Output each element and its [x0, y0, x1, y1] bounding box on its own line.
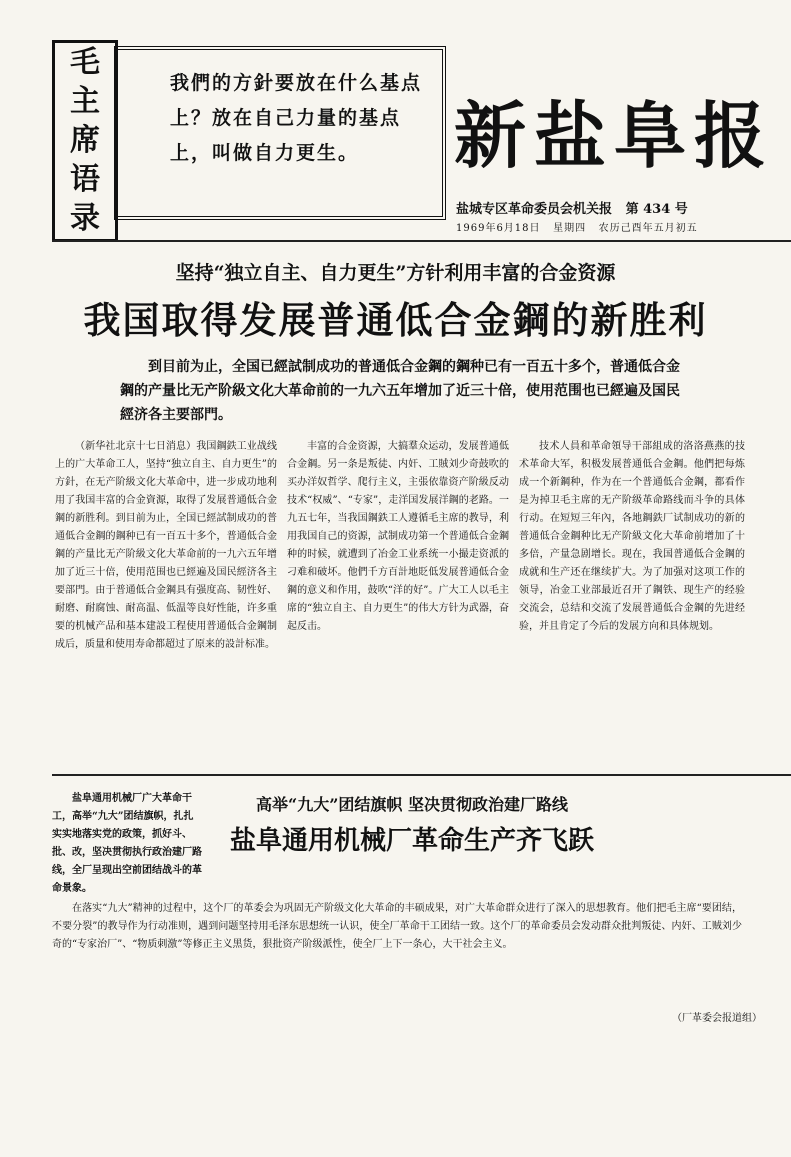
- publisher-line: [456, 198, 688, 217]
- lead-summary: 到目前为止，全国已經試制成功的普通低合金鋼的鋼种已有一百五十多个，普通低合金鋼的产量比无产阶級文化大革命前的一九六五年增加了近三十倍，使用范围也已經遍及国民經济各主要部門。: [120, 359, 680, 423]
- bottom-intro: 盐阜通用机械厂广大革命干工，高举“九大”团结旗帜，扎扎实实地落实党的政策，抓好斗、批、改，坚决贯彻执行政治建厂路线，全厂呈现出空前团结战斗的革命景象。: [52, 793, 202, 894]
- chairman-quote: 我們的方針要放在什么基点上？放在自己力量的基点上，叫做自力更生。: [114, 46, 446, 220]
- newspaper-title: 新盐阜报: [454, 94, 775, 178]
- byline: （厂革委会报道组）: [672, 1013, 762, 1024]
- lead-kicker: 坚持“独立自主、自力更生”方针利用丰富的合金资源: [175, 262, 616, 284]
- quotation-label-char: 主: [70, 83, 100, 119]
- issue-date: 1969年6月18日: [456, 223, 541, 234]
- lead-column: [287, 438, 509, 768]
- lead-column: [55, 438, 277, 768]
- bottom-kicker: 高举“九大”团结旗帜 坚决贯彻政治建厂路线: [256, 795, 568, 814]
- masthead-divider: [52, 240, 791, 242]
- column-text: 在落实“九大”精神的过程中，这个厂的革委会为巩固无产阶级文化大革命的丰硕成果，对广大革命群众进行了深入的思想教育。他们把毛主席“要团结，不要分裂”的教导作为行动准则，遇到问题坚持用毛泽东思想统一认识，使全厂革命干工团结一致。这个厂的革命委员会发动群众批判叛徒、内奸、工贼刘少奇的“专家治厂”、“物质刺激”等修正主义黑货，狠批资产阶级派性，使全厂上下一条心，大干社会主义。: [52, 903, 742, 950]
- quotation-label-char: 语: [70, 162, 100, 198]
- masthead: [52, 38, 791, 238]
- lead-headline: 我国取得发展普通低合金鋼的新胜利: [83, 299, 708, 342]
- weekday: 星期四: [553, 223, 587, 234]
- lunar-date: 农历己酉年五月初五: [598, 223, 698, 234]
- column-text: 技术人員和革命領导干部組成的洛洛燕燕的技术革命大军，积极发展普通低合金鋼。他們把每炼成一个新鋼种，作为在一个普通低合金鋼，都看作是为掉卫毛主席的无产阶级革命路线而斗争的具体行动。在短短三年內，各地鋼鉄厂试制成功的新的普通低合金鋼种比无产阶級文化大革命前增加了十多倍，产量急剧增长。现在，我国普通低合金鋼的成就和生产还在继续扩大。为了加强对这项工作的领导，冶金工业部最近召开了鋼铁、现生产的经验交流会，总结和交流了发展普通低合金鋼的先进经验，并且肯定了今后的发展方向和具体规划。: [519, 441, 745, 632]
- quotation-label-box: [52, 40, 118, 242]
- bottom-story: [52, 780, 791, 1090]
- date-line: [456, 219, 698, 234]
- publisher: 盐城专区革命委员会机关报: [456, 202, 613, 217]
- quotation-label-char: 席: [70, 122, 100, 158]
- bottom-body: [52, 900, 742, 1070]
- column-text: 丰富的合金资源，大搞羣众运动，发展普通低合金鋼。另一条是叛徒、内奸、工賊刘少奇鼓吹的买办洋奴哲学、爬行主义，主張依靠资产阶級反动技术“权威”、“专家”，走洋国发展洋鋼的老路。一九五七年，当我国鋼鉄工人遵循毛主席的教导，利用我国自己的资源，試制成功第一个普通低合金鋼种的时候，就遭到了冶金工业系统一小撮走资派的刁难和破坏。他們千方百計地貶低发展普通低合金鋼的意义和作用，鼓吹“洋的好”。广大工人以毛主席的“独立自主、自力更生”的伟大方针为武器，奋起反击。: [287, 441, 509, 632]
- issue-number: 第 434 号: [625, 202, 688, 217]
- quotation-label-char: 毛: [70, 44, 100, 80]
- column-text: （新华社北京十七日消息）我国鋼鉄工业战线上的广大革命工人，坚持“独立自主、自力更生”的方針，在无产阶級文化大革命中，进一步成功地利用了我国丰富的合金資源，取得了发展普通低合金鋼的新胜利。到目前为止，全国已經試制成功的普通低合金鋼的鋼种已有一百五十多个，普通低合金鋼的产量比无产阶級文化大革命前的一九六五年增加了近三十倍，使用范围也已經遍及国民經济各主要部門。由于普通低合金鋼具有强度高、韧性好、耐磨、耐腐蚀、耐高温、低温等良好性能，许多重要的机械产品和基本建設工程使用普通低合金鋼制成后，质量和使用寿命都超过了原来的設計标准。: [55, 441, 277, 650]
- quotation-label-char: 录: [70, 201, 100, 237]
- bottom-headline: 盐阜通用机械厂革命生产齐飞跃: [229, 826, 594, 856]
- lead-column: [519, 438, 745, 768]
- section-divider: [52, 774, 791, 776]
